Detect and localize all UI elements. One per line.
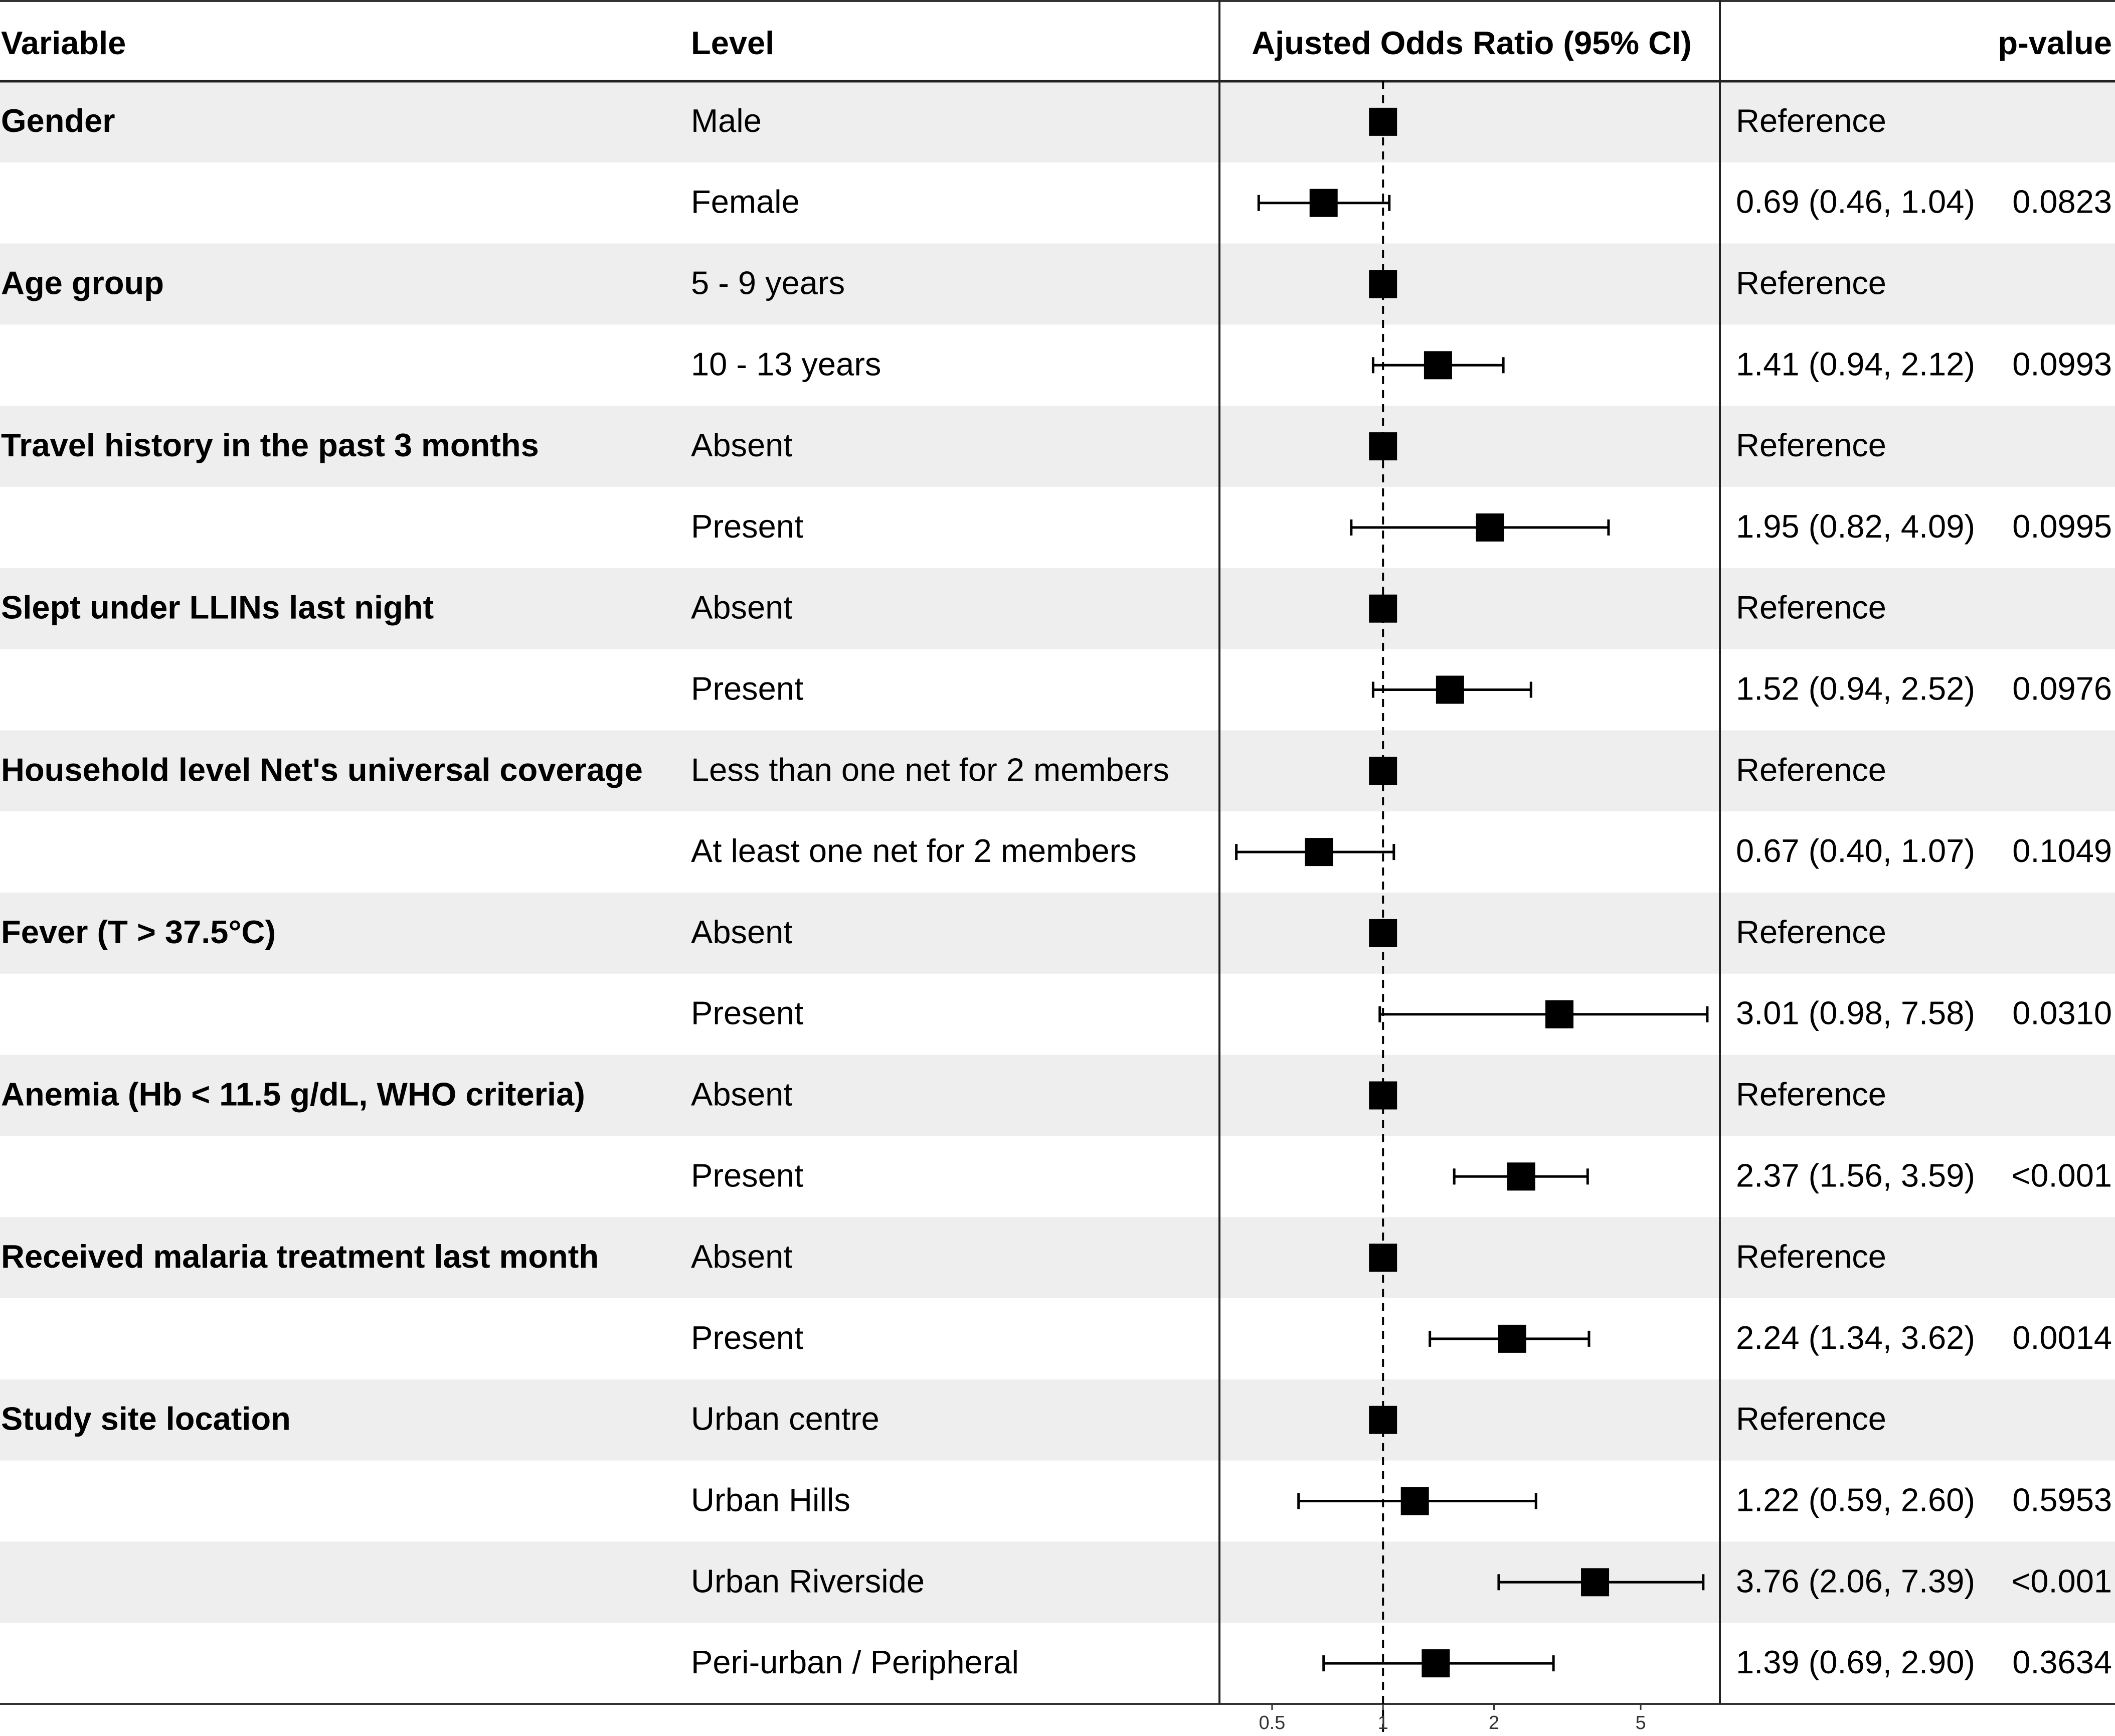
odds-ratio-point <box>1369 270 1397 298</box>
variable-label: Received malaria treatment last month <box>1 1238 599 1275</box>
level-label: Absent <box>691 589 793 626</box>
table-row <box>691 832 2112 869</box>
estimate-label: 0.69 (0.46, 1.04) <box>1736 183 1975 220</box>
table-row <box>691 1157 2112 1193</box>
odds-ratio-point <box>1369 432 1397 460</box>
odds-ratio-point <box>1476 513 1504 542</box>
p-value-label: 0.3634 <box>2012 1644 2112 1681</box>
estimate-label: Reference <box>1736 751 1886 788</box>
odds-ratio-point <box>1507 1162 1535 1190</box>
level-label: Absent <box>691 1076 793 1113</box>
level-label: Urban Hills <box>691 1481 850 1518</box>
level-label: Male <box>691 102 762 139</box>
p-value-label: 0.0014 <box>2012 1319 2112 1356</box>
variable-label: Fever (T > 37.5°C) <box>1 913 276 950</box>
odds-ratio-point <box>1422 1649 1450 1677</box>
estimate-label: Reference <box>1736 264 1886 301</box>
p-value-label: 0.5953 <box>2012 1481 2112 1518</box>
p-value-label: 0.0823 <box>2012 183 2112 220</box>
p-value-label: 0.0976 <box>2012 670 2112 707</box>
odds-ratio-point <box>1305 838 1333 866</box>
level-label: Less than one net for 2 members <box>691 751 1169 788</box>
p-value-label: 0.1049 <box>2012 832 2112 870</box>
estimate-label: 1.95 (0.82, 4.09) <box>1736 507 1975 545</box>
x-tick-label: 1 <box>1377 1712 1388 1733</box>
estimate-label: Reference <box>1736 589 1886 626</box>
x-tick-label: 2 <box>1488 1712 1500 1733</box>
odds-ratio-point <box>1310 189 1338 217</box>
level-label: Present <box>691 1157 804 1194</box>
level-label: Absent <box>691 913 793 950</box>
p-value-column-header: p-value <box>1998 25 2112 61</box>
estimate-label: 1.39 (0.69, 2.90) <box>1736 1644 1975 1681</box>
level-label: At least one net for 2 members <box>691 832 1137 870</box>
level-label: Present <box>691 670 804 707</box>
p-value-label: 0.0995 <box>2012 507 2112 545</box>
odds-ratio-point <box>1369 1082 1397 1110</box>
level-label: Present <box>691 507 804 545</box>
x-tick-label: 5 <box>1635 1712 1646 1733</box>
variable-label: Slept under LLINs last night <box>1 589 434 626</box>
estimate-label: 1.41 (0.94, 2.12) <box>1736 345 1975 383</box>
estimate-label: 1.52 (0.94, 2.52) <box>1736 670 1975 707</box>
odds-ratio-point <box>1369 919 1397 947</box>
level-label: Absent <box>691 1238 793 1275</box>
level-label: Peri-urban / Peripheral <box>691 1644 1019 1681</box>
odds-ratio-point <box>1369 108 1397 136</box>
p-value-label: 0.0310 <box>2012 994 2112 1031</box>
odds-ratio-point <box>1498 1325 1526 1353</box>
estimate-label: 0.67 (0.40, 1.07) <box>1736 832 1975 870</box>
estimate-label: Reference <box>1736 427 1886 464</box>
odds-ratio-point <box>1424 351 1452 379</box>
estimate-label: 3.01 (0.98, 7.58) <box>1736 994 1975 1031</box>
table-header <box>1 25 2112 61</box>
level-label: Urban centre <box>691 1400 879 1437</box>
x-tick-label: 0.5 <box>1259 1712 1286 1733</box>
p-value-label: <0.001 <box>2011 1157 2112 1194</box>
estimate-label: Reference <box>1736 1238 1886 1275</box>
odds-ratio-point <box>1436 676 1464 704</box>
p-value-label: <0.001 <box>2011 1563 2112 1600</box>
level-label: Urban Riverside <box>691 1563 925 1600</box>
odds-ratio-point <box>1369 1406 1397 1434</box>
level-label: 10 - 13 years <box>691 345 882 383</box>
estimate-label: 1.22 (0.59, 2.60) <box>1736 1481 1975 1518</box>
p-value-label: 0.0993 <box>2012 345 2112 383</box>
odds-ratio-point <box>1581 1568 1609 1596</box>
table-row <box>691 184 2112 220</box>
level-label: Present <box>691 1319 804 1356</box>
variable-column-header: Variable <box>1 25 126 61</box>
estimate-label: 2.37 (1.56, 3.59) <box>1736 1157 1975 1194</box>
estimate-label: Reference <box>1736 102 1886 139</box>
variable-label: Household level Net's universal coverage <box>1 751 643 788</box>
table-row <box>691 1319 2112 1356</box>
x-axis <box>1259 1704 1646 1733</box>
estimate-label: Reference <box>1736 913 1886 950</box>
estimate-label: 3.76 (2.06, 7.39) <box>1736 1563 1975 1600</box>
level-label: Absent <box>691 427 793 464</box>
variable-label: Travel history in the past 3 months <box>1 427 539 464</box>
odds-ratio-point <box>1401 1487 1429 1515</box>
variable-label: Gender <box>1 102 115 139</box>
level-column-header: Level <box>691 25 775 61</box>
level-label: Female <box>691 183 800 220</box>
level-label: Present <box>691 994 804 1031</box>
variable-label: Age group <box>1 264 164 301</box>
estimate-label: 2.24 (1.34, 3.62) <box>1736 1319 1975 1356</box>
odds-ratio-point <box>1369 757 1397 785</box>
estimate-label: Reference <box>1736 1400 1886 1437</box>
variable-label: Study site location <box>1 1400 291 1437</box>
odds-ratio-point <box>1545 1000 1573 1028</box>
level-label: 5 - 9 years <box>691 264 845 301</box>
estimate-label: Reference <box>1736 1076 1886 1113</box>
variable-label: Anemia (Hb < 11.5 g/dL, WHO criteria) <box>1 1076 585 1113</box>
odds-ratio-point <box>1369 595 1397 623</box>
odds-ratio-column-header: Ajusted Odds Ratio (95% CI) <box>1252 25 1692 61</box>
odds-ratio-point <box>1369 1244 1397 1272</box>
